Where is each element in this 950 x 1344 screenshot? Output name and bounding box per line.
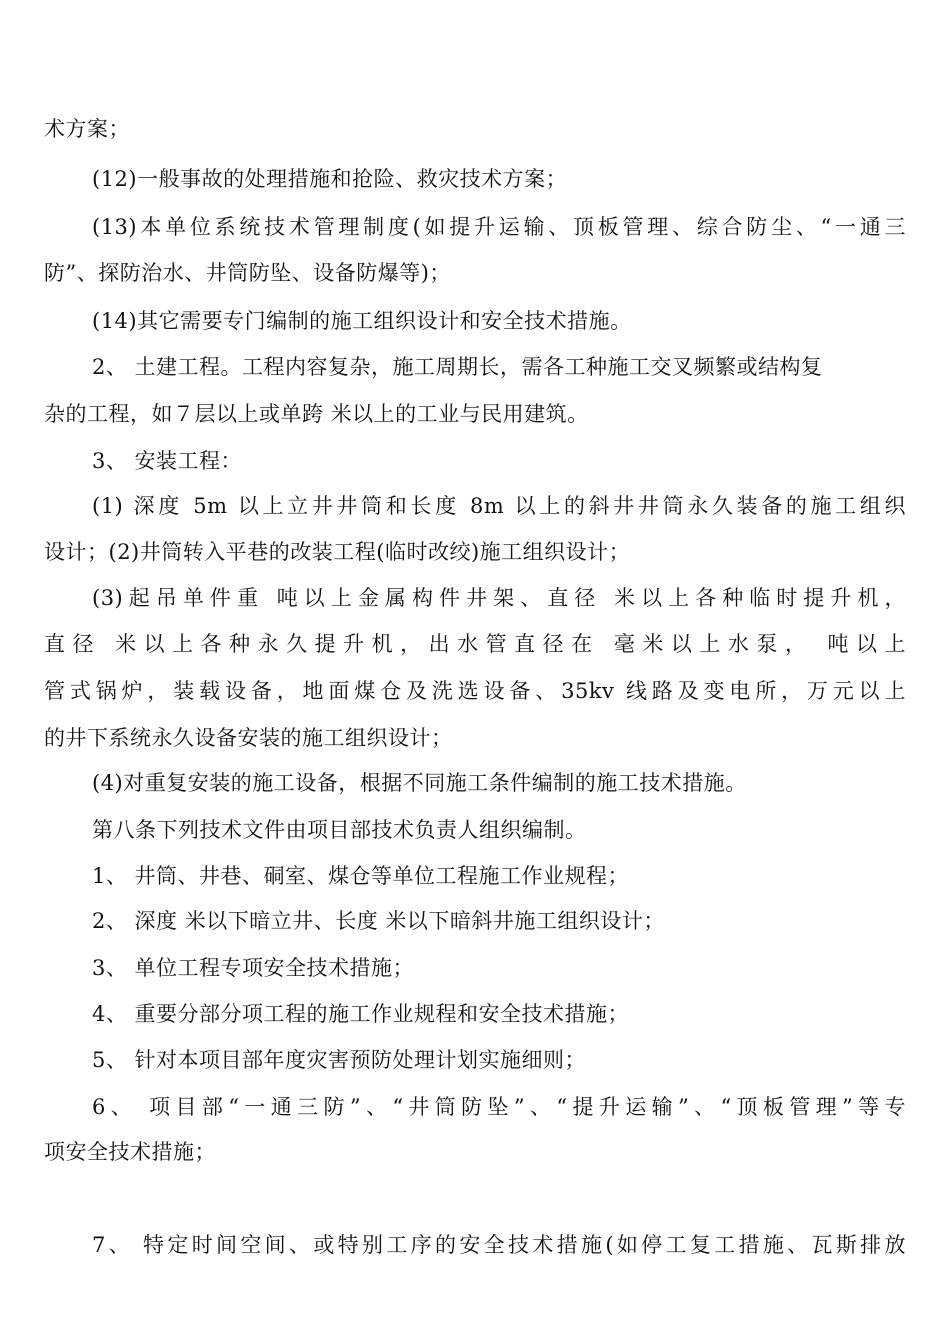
text-line: 1、 井筒、井巷、硐室、煤仓等单位工程施工作业规程； — [92, 864, 630, 888]
text-line: 2、 深度 米以下暗立井、长度 米以下暗斜井施工组织设计； — [92, 909, 665, 933]
text-line: 项安全技术措施； — [44, 1140, 216, 1164]
text-line: (12)一般事故的处理措施和抢险、救灾技术方案； — [92, 167, 568, 191]
text-line: 杂的工程，如７层以上或单跨 米以上的工业与民用建筑。 — [44, 402, 589, 426]
text-line: (13)本单位系统技术管理制度(如提升运输、顶板管理、综合防尘、“一通三 — [92, 215, 906, 239]
text-line: (3)起吊单件重 吨以上金属构件井架、直径 米以上各种临时提升机， — [92, 586, 906, 610]
text-line: 7、 特定时间空间、或特别工序的安全技术措施(如停工复工措施、瓦斯排放 — [92, 1233, 906, 1257]
text-line: (1) 深度 5m 以上立井井筒和长度 8m 以上的斜井井筒永久装备的施工组织 — [92, 494, 906, 518]
text-line: 4、 重要分部分项工程的施工作业规程和安全技术措施； — [92, 1002, 630, 1026]
text-line: 防”、探防治水、井筒防坠、设备防爆等)； — [44, 261, 451, 285]
text-line: 5、 针对本项目部年度灾害预防处理计划实施细则； — [92, 1048, 587, 1072]
text-line: 第八条下列技术文件由项目部技术负责人组织编制。 — [92, 818, 587, 842]
text-line: 3、 单位工程专项安全技术措施； — [92, 956, 415, 980]
text-line: 设计；(2)井筒转入平巷的改装工程(临时改绞)施工组织设计； — [44, 540, 631, 564]
text-line: 直径 米以上各种永久提升机，出水管直径在 毫米以上水泵， 吨以上 — [44, 632, 906, 656]
text-line: 2、 土建工程。工程内容复杂，施工周期长，需各工种施工交叉频繁或结构复 — [92, 355, 823, 379]
text-line: 术方案； — [44, 117, 130, 141]
text-line: 的井下系统永久设备安装的施工组织设计； — [44, 726, 453, 750]
text-line: (4)对重复安装的施工设备，根据不同施工条件编制的施工技术措施。 — [92, 771, 747, 795]
text-line: 6、 项目部“一通三防”、“井筒防坠”、“提升运输”、“顶板管理”等专 — [92, 1095, 906, 1119]
text-line: (14)其它需要专门编制的施工组织设计和安全技术措施。 — [92, 309, 632, 333]
text-line: 3、 安装工程： — [92, 449, 243, 473]
text-line: 管式锅炉，装载设备，地面煤仓及洗选设备、35kv 线路及变电所，万元以上 — [44, 679, 906, 703]
